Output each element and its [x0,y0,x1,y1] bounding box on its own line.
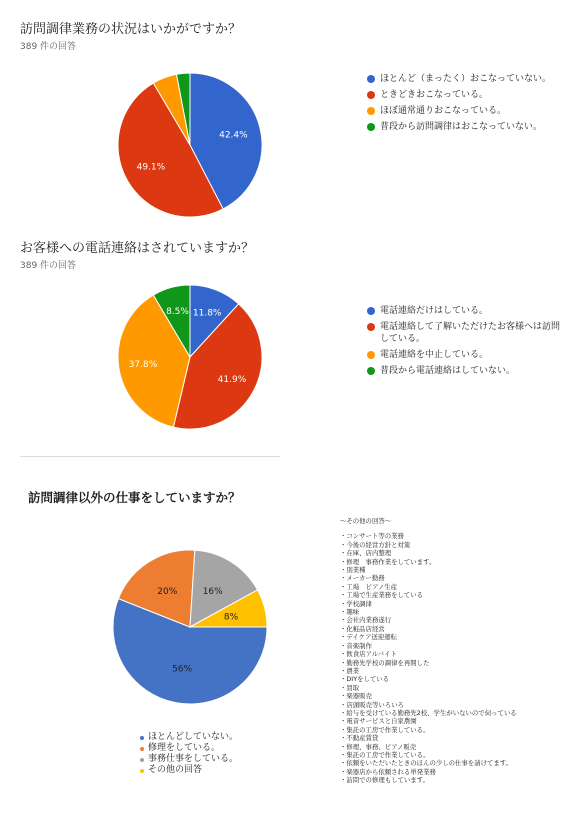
other-answer-item: ・趣味 [340,608,360,617]
other-answers-list [340,517,575,785]
other-answer-item: ・今後の経営方針と対策 [340,540,411,549]
other-answer-item: ・集託の工房で作業している。 [340,750,430,759]
legend-label: ときどきおこなっている。 [380,90,489,100]
other-answer-item: ・不動産賃貸 [340,734,379,743]
other-answer-item: ・訪問での修理もしています。 [340,776,429,785]
other-answers-header: ～その他の回答～ [340,517,392,525]
legend-swatch [140,769,144,773]
pie-label-1-1: 42.4% [219,130,248,141]
pie-label-2-3: 37.8% [128,360,158,371]
legend-label: ほとんど（まったく）おこなっていない。 [380,74,552,84]
other-answer-item: ・DIYをしている [340,675,390,684]
other-answer-item: ・会社内業務遂行 [340,616,392,625]
other-answer-item: ・楽器店から依頼される単発業務 [340,767,436,776]
other-answer-item: ・楽器販売 [340,692,372,701]
pie-label-3-3: 16% [202,587,223,598]
legend-label: 事務仕事をしている。 [148,754,239,764]
other-answer-item: ・コンサート等の業務 [340,532,404,541]
legend-label: 普段から電話連絡はしていない。 [380,366,516,376]
legend-label: 電話連絡を中止している。 [380,350,489,360]
q3-title: 訪問調律以外の仕事をしていますか？ [28,490,241,505]
legend-swatch [140,736,144,740]
legend-item [140,732,310,743]
other-answer-item: ・別業種 [340,566,366,575]
other-answer-item: ・メーカー勤務 [340,574,385,583]
other-answer-item: ・電音サービスと自家農園 [340,717,417,726]
legend-swatch [140,747,144,751]
other-answer-item: ・買取 [340,683,360,692]
pie-label-3-4: 8% [223,612,239,623]
q2-title: お客様への電話連絡はされていますか？ [20,241,255,256]
q3-legend [140,732,310,776]
legend-label: その他の回答 [148,765,203,775]
legend-label: 電話連絡だけはしている。 [380,306,489,316]
legend-label: 修理をしている。 [148,743,221,753]
other-answer-item: ・工場 ピアノ生産 [340,582,398,591]
pie-label-2-1: 11.8% [192,308,222,319]
other-answer-item: ・音楽制作 [340,641,372,650]
other-answer-item: ・農業 [340,666,360,675]
other-answer-item: ・飲食店アルバイト [340,650,397,659]
q1-response-count: 389 件の回答 [20,42,77,52]
legend-label: 普段から訪問調律はおこなっていない。 [380,122,543,132]
other-answer-item: ・修理 事務作業をしています。 [340,557,436,566]
legend-swatch [140,758,144,762]
legend-label: ほぼ通常通りおこなっている。 [380,106,507,116]
legend-label: 電話連絡して了解いただけたお客様へは訪問している。 [380,322,561,344]
other-answer-item: ・工場で生産業務をしている [340,591,424,600]
other-answer-item: ・依頼をいただいたときのほんの少しの仕事を請けてます。 [340,759,513,768]
q2-response-count: 389 件の回答 [20,261,77,271]
legend-label: ほとんどしていない。 [148,732,239,742]
pie-label-1-2: 49.1% [136,162,166,173]
legend-item [140,754,310,765]
other-answer-item: ・在庫、店内整理 [340,549,392,558]
other-answer-item: ・学校調律 [340,599,372,608]
pie-label-3-2: 20% [157,587,178,598]
legend-item [140,765,310,776]
other-answer-item: ・化粧品店経営 [340,624,385,633]
pie-label-2-4: 8.5% [166,307,189,318]
other-answer-item: ・勤務先学校の調律を再開した [340,658,430,667]
other-answer-item: ・修理、事務、ピアノ販売 [340,742,417,751]
other-answer-item: ・給与を受けている勤務先2校、学生がいないので伺っている [340,708,517,717]
q1-title: 訪問調律業務の状況はいかがですか？ [20,22,242,37]
legend-item [140,743,310,754]
other-answer-item: ・デイケア送迎運転 [340,633,397,642]
other-answer-item: ・集託の工房で作業している。 [340,725,430,734]
other-answer-item: ・店頭販売等いろいろ [340,700,404,709]
pie-label-2-2: 41.9% [217,375,247,386]
pie-label-3-1: 56% [172,664,193,675]
